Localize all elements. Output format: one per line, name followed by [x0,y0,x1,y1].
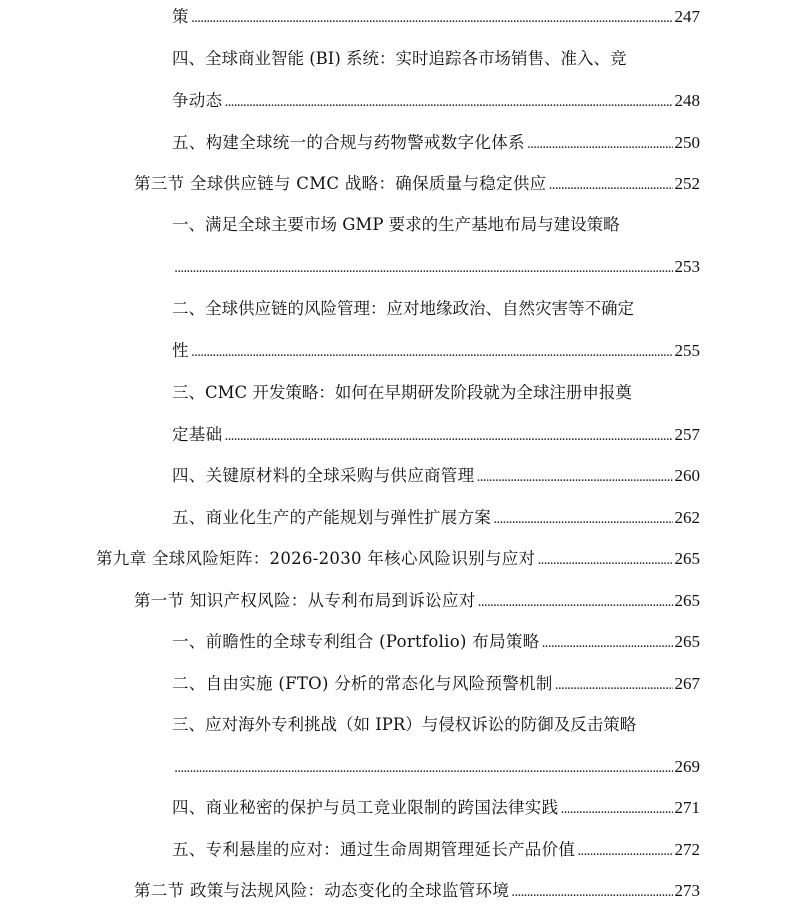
toc-page-number: 257 [674,425,700,444]
dot-leader [174,254,673,280]
toc-page-number: 247 [674,7,700,26]
toc-page-number: 255 [674,341,700,360]
toc-page-number: 272 [674,840,700,859]
toc-page-number: 250 [674,133,700,152]
dot-leader [476,463,672,489]
toc-entry[interactable] [172,254,700,280]
toc-entry-text: 一、前瞻性的全球专利组合 (Portfolio) 布局策略 [172,632,540,651]
toc-entry-section[interactable] [134,878,700,904]
toc-entry-text: 四、商业秘密的保护与员工竞业限制的跨国法律实践 [172,798,559,817]
toc-page-number: 267 [674,674,700,693]
dot-leader [478,588,673,614]
dot-leader [174,754,673,780]
toc-entry[interactable] [172,88,700,114]
toc-entry[interactable] [172,4,700,30]
toc-entry[interactable] [172,795,700,821]
dot-leader [537,546,672,572]
toc-entry[interactable] [172,671,700,697]
toc-entry[interactable] [172,422,700,448]
dot-leader [493,505,672,531]
dot-leader [191,4,673,30]
toc-entry-text: 四、关键原材料的全球采购与供应商管理 [172,466,475,485]
toc-entry-section[interactable] [134,588,700,614]
toc-entry-text: 五、专利悬崖的应对：通过生命周期管理延长产品价值 [172,840,576,859]
toc-entry[interactable] [172,463,700,489]
toc-entry-section[interactable] [134,171,700,197]
toc-entry[interactable] [172,505,700,531]
toc-page-number: 253 [674,257,700,276]
toc-entry-text: 第一节 知识产权风险：从专利布局到诉讼应对 [134,591,476,610]
toc-entry-text[interactable] [172,46,627,72]
toc-entry-text: 性 [172,341,189,360]
toc-entry-text[interactable] [172,212,620,238]
toc-entry-text: 三、应对海外专利挑战（如 IPR）与侵权诉讼的防御及反击策略 [172,715,637,734]
dot-leader [560,795,672,821]
toc-entry[interactable] [172,837,700,863]
toc-entry-text[interactable] [172,296,634,322]
dot-leader [224,88,672,114]
toc-page-number: 271 [674,798,700,817]
dot-leader [511,878,672,904]
toc-entry-text[interactable] [172,380,632,406]
toc-entry-text: 争动态 [172,91,223,110]
toc-entry-text: 定基础 [172,425,223,444]
toc-page-number: 269 [674,757,700,776]
toc-page-number: 265 [674,549,700,568]
dot-leader [224,422,672,448]
toc-page-number: 262 [674,508,700,527]
toc-entry-text: 四、全球商业智能 (BI) 系统：实时追踪各市场销售、准入、竞 [172,49,627,68]
toc-page-number: 252 [674,174,700,193]
dot-leader [191,338,673,364]
toc-entry[interactable] [172,130,700,156]
toc-entry-text: 二、全球供应链的风险管理：应对地缘政治、自然灾害等不确定 [172,299,634,318]
toc-page-number: 273 [674,881,700,900]
toc-entry-text: 策 [172,7,189,26]
toc-entry[interactable] [172,338,700,364]
toc-entry-text: 二、自由实施 (FTO) 分析的常态化与风险预警机制 [172,674,553,693]
toc-entry-text: 第九章 全球风险矩阵：2026-2030 年核心风险识别与应对 [96,549,536,568]
toc-entry-text: 第二节 政策与法规风险：动态变化的全球监管环境 [134,881,510,900]
dot-leader [541,629,672,655]
dot-leader [555,671,673,697]
toc-page-number: 265 [674,591,700,610]
toc-entry-text: 三、CMC 开发策略：如何在早期研发阶段就为全球注册申报奠 [172,383,632,402]
toc-entry-text: 一、满足全球主要市场 GMP 要求的生产基地布局与建设策略 [172,215,620,234]
toc-entry-chapter[interactable] [96,546,700,572]
dot-leader [548,171,672,197]
toc-entry-text[interactable] [172,712,636,738]
toc-entry[interactable] [172,629,700,655]
toc-entry-text: 第三节 全球供应链与 CMC 战略：确保质量与稳定供应 [134,174,547,193]
toc-entry[interactable] [172,754,700,780]
toc-page-number: 260 [674,466,700,485]
toc-entry-text: 五、商业化生产的产能规划与弹性扩展方案 [172,508,492,527]
toc-entry-text: 五、构建全球统一的合规与药物警戒数字化体系 [172,133,525,152]
dot-leader [527,130,673,156]
toc-page-number: 265 [674,632,700,651]
toc-page-number: 248 [674,91,700,110]
dot-leader [577,837,672,863]
